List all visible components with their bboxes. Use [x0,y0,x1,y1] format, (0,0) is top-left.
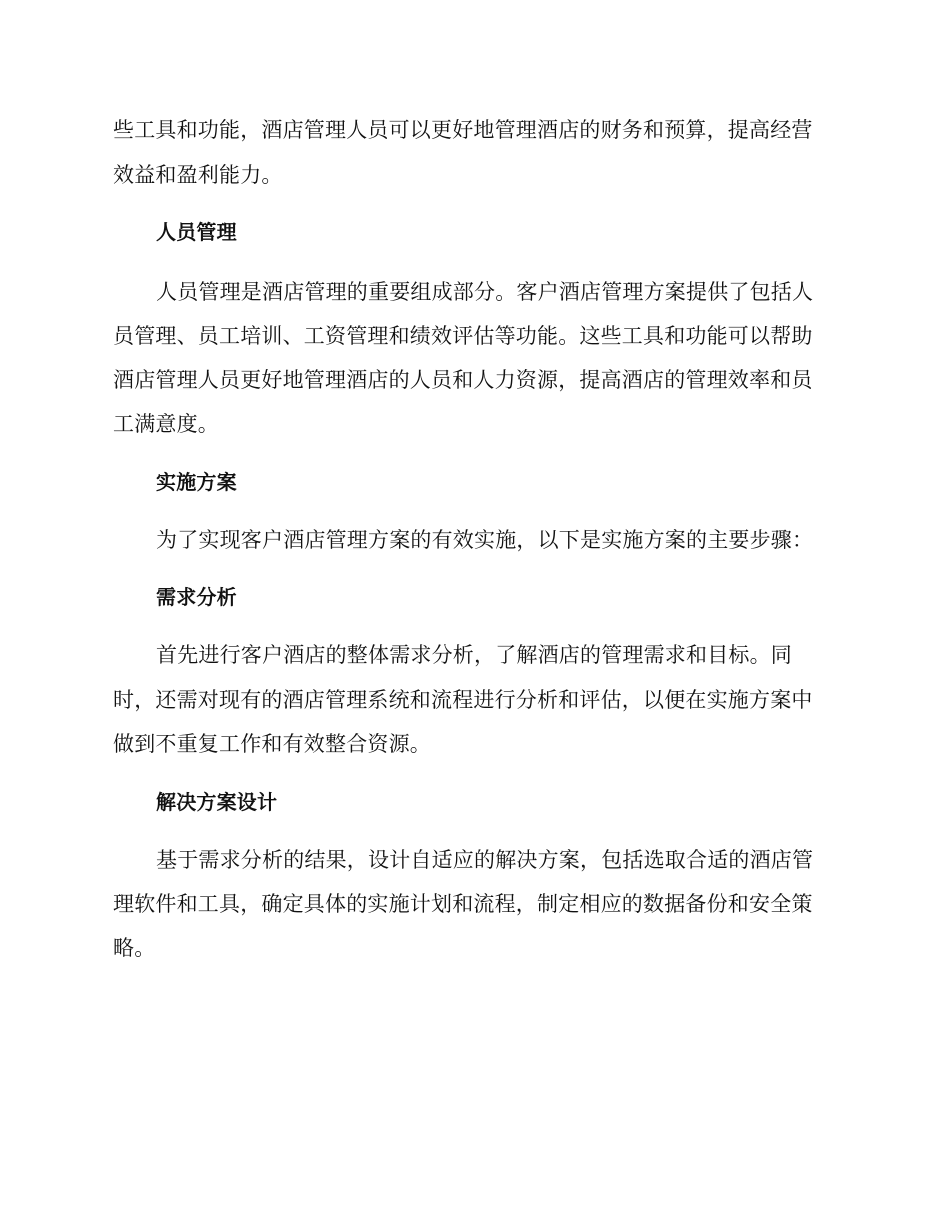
paragraph-line: 员管理、员工培训、工资管理和绩效评估等功能。这些工具和功能可以帮助 [113,324,813,348]
section-heading: 人员管理 [156,220,237,244]
paragraph-line: 略。 [113,936,156,960]
section-heading: 实施方案 [156,470,237,494]
paragraph-line: 首先进行客户酒店的整体需求分析，了解酒店的管理需求和目标。同 [156,643,792,667]
paragraph-line: 酒店管理人员更好地管理酒店的人员和人力资源，提高酒店的管理效率和员 [113,368,813,392]
section-heading: 解决方案设计 [156,790,278,814]
section-heading: 需求分析 [156,585,237,609]
paragraph-line: 理软件和工具，确定具体的实施计划和流程，制定相应的数据备份和安全策 [113,892,813,916]
paragraph-line: 些工具和功能，酒店管理人员可以更好地管理酒店的财务和预算，提高经营 [113,118,813,142]
paragraph-line: 效益和盈利能力。 [113,163,283,187]
paragraph-line: 人员管理是酒店管理的重要组成部分。客户酒店管理方案提供了包括人 [156,280,814,304]
paragraph-line: 基于需求分析的结果，设计自适应的解决方案，包括选取合适的酒店管 [156,848,814,872]
paragraph-line: 时，还需对现有的酒店管理系统和流程进行分析和评估，以便在实施方案中 [113,688,813,712]
paragraph-line: 工满意度。 [113,412,219,436]
paragraph-line: 做到不重复工作和有效整合资源。 [113,732,431,756]
paragraph-line: 为了实现客户酒店管理方案的有效实施，以下是实施方案的主要步骤： [156,528,814,552]
